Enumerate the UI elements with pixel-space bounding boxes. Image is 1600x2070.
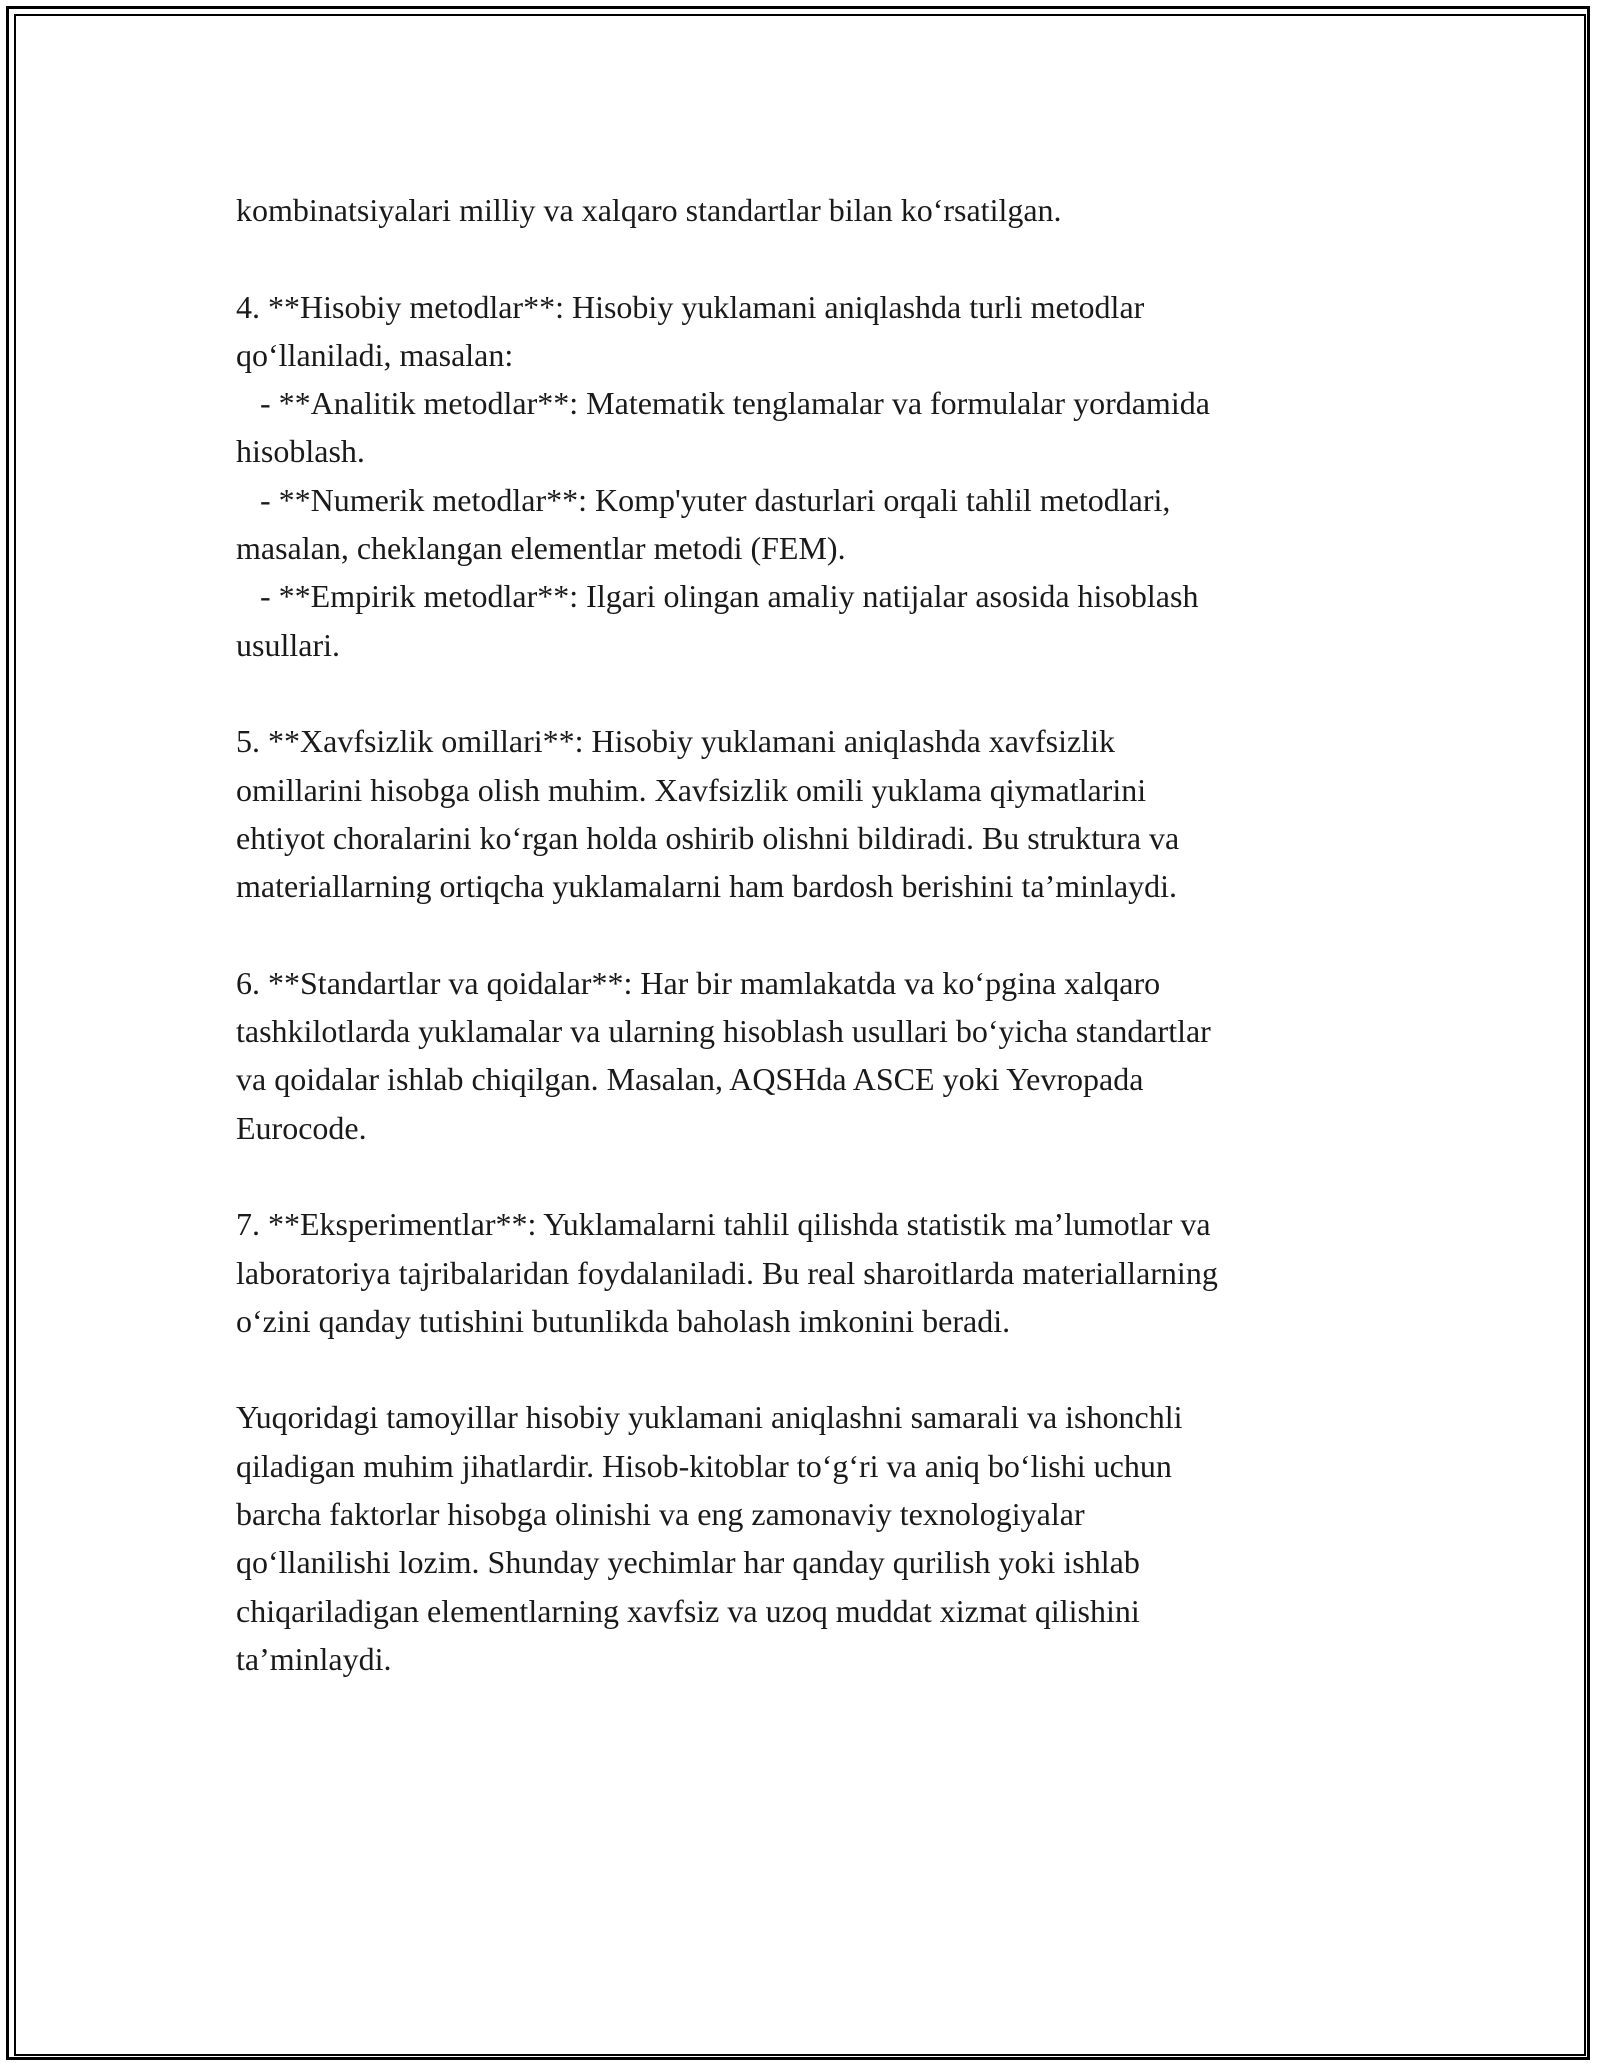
text-line: 6. **Standartlar va qoidalar**: Har bir mamlakatda va ko‘pgina xalqaro: [236, 964, 1161, 1001]
text-line: tashkilotlarda yuklamalar va ularning hisoblash usullari bo‘yicha standartlar: [236, 1013, 1211, 1050]
text-line: omillarini hisobga olish muhim. Xavfsizlik omili yuklama qiymatlarini: [236, 771, 1147, 808]
text-line: 4. **Hisobiy metodlar**: Hisobiy yuklamani aniqlashda turli metodlar: [236, 288, 1145, 325]
text-line: qiladigan muhim jihatlardir. Hisob-kitoblar to‘g‘ri va aniq bo‘lishi uchun: [236, 1447, 1172, 1484]
blank-line: [236, 1152, 1386, 1200]
text-line: 7. **Eksperimentlar**: Yuklamalarni tahlil qilishda statistik ma’lumotlar va: [236, 1206, 1211, 1243]
text-line: qo‘llaniladi, masalan:: [236, 336, 514, 373]
blank-line: [236, 910, 1386, 958]
text-line: kombinatsiyalari milliy va xalqaro standartlar bilan ko‘rsatilgan.: [236, 192, 1062, 228]
text-line: - **Empirik metodlar**: Ilgari olingan amaliy natijalar asosida hisoblash: [236, 578, 1199, 615]
blank-line: [236, 1345, 1386, 1393]
text-line: usullari.: [236, 626, 340, 663]
text-line: hisoblash.: [236, 433, 365, 470]
text-line: ta’minlaydi.: [236, 1640, 392, 1677]
blank-line: [236, 669, 1386, 717]
text-line: - **Numerik metodlar**: Komp'yuter dasturlari orqali tahlil metodlari,: [236, 481, 1171, 518]
text-line: chiqariladigan elementlarning xavfsiz va uzoq muddat xizmat qilishini: [236, 1592, 1140, 1629]
blank-line: [236, 234, 1386, 282]
text-line: qo‘llanilishi lozim. Shunday yechimlar har qanday qurilish yoki ishlab: [236, 1544, 1140, 1581]
text-line: va qoidalar ishlab chiqilgan. Masalan, AQSHda ASCE yoki Yevropada: [236, 1061, 1144, 1098]
document-body: [236, 186, 1386, 1683]
text-line: laboratoriya tajribalaridan foydalaniladi. Bu real sharoitlarda materiallarning: [236, 1254, 1218, 1291]
text-line: Yuqoridagi tamoyillar hisobiy yuklamani aniqlashni samarali va ishonchli: [236, 1399, 1183, 1436]
text-line: barcha faktorlar hisobga olinishi va eng zamonaviy texnologiyalar: [236, 1496, 1085, 1533]
text-line: - **Analitik metodlar**: Matematik tenglamalar va formulalar yordamida: [236, 385, 1210, 422]
text-line: ehtiyot choralarini ko‘rgan holda oshirib olishni bildiradi. Bu struktura va: [236, 819, 1180, 856]
text-line: 5. **Xavfsizlik omillari**: Hisobiy yuklamani aniqlashda xavfsizlik: [236, 723, 1115, 760]
text-line: materiallarning ortiqcha yuklamalarni ham bardosh berishini ta’minlaydi.: [236, 868, 1178, 905]
text-line: o‘zini qanday tutishini butunlikda baholash imkonini beradi.: [236, 1302, 1011, 1339]
text-line: masalan, cheklangan elementlar metodi (FEM).: [236, 530, 846, 567]
text-line: Eurocode.: [236, 1109, 367, 1146]
